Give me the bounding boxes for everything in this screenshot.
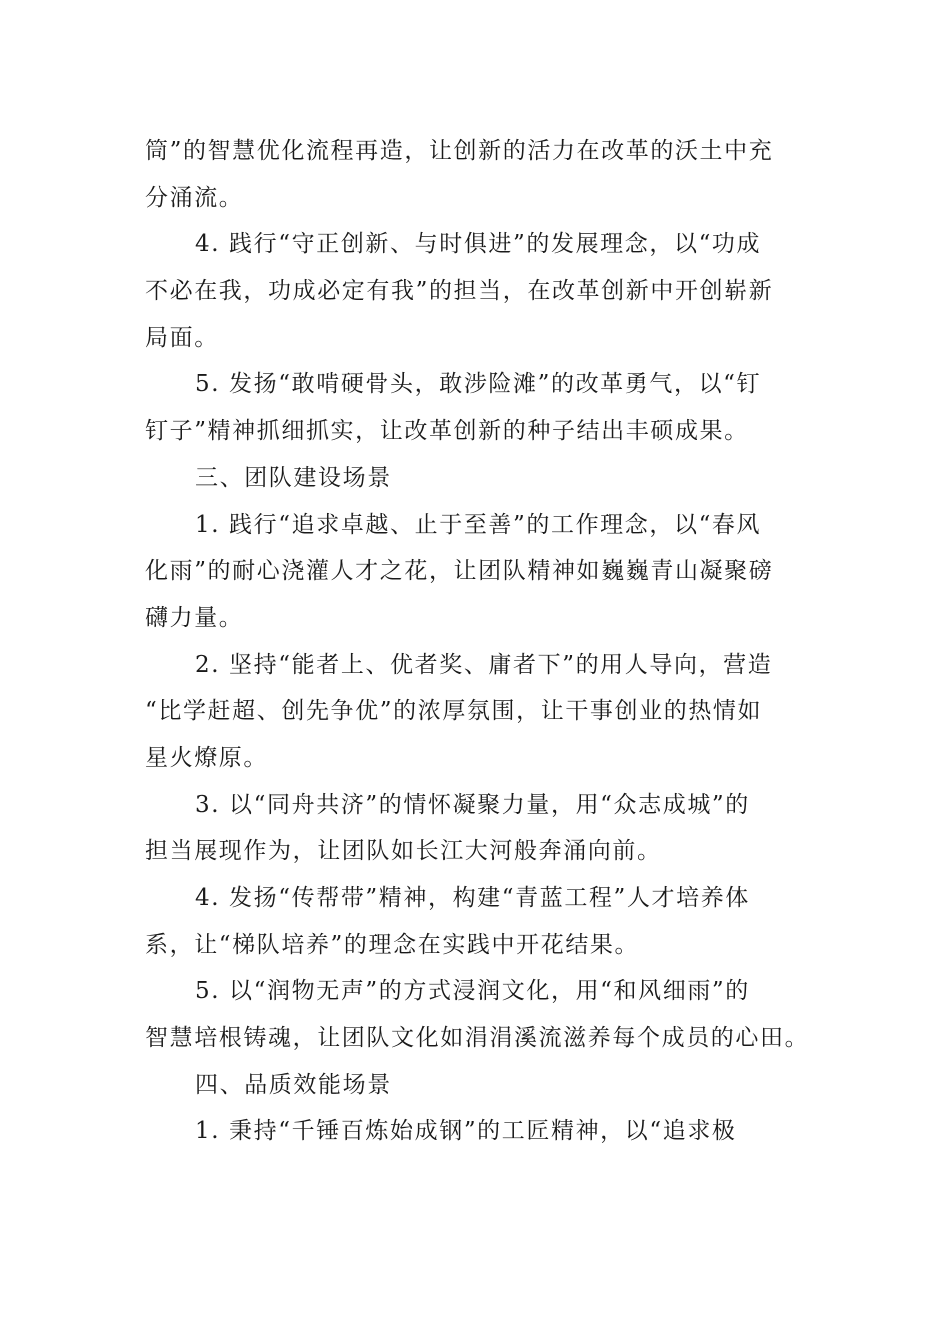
text-line: 礴力量。 <box>145 604 244 631</box>
text-line: 分涌流。 <box>145 184 244 211</box>
text-line: “比学赶超、创先争优”的浓厚氛围，让干事创业的热情如 <box>145 698 763 725</box>
list-item-start: 1. 践行“追求卓越、止于至善”的工作理念，以“春风 <box>195 511 762 538</box>
list-item-start: 5. 发扬“敢啃硬骨头，敢涉险滩”的改革勇气，以“钉 <box>195 371 762 398</box>
text-line: 担当展现作为，让团队如长江大河般奔涌向前。 <box>145 838 662 865</box>
text-line: 局面。 <box>145 324 219 351</box>
text-line: 钉子”精神抓细抓实，让改革创新的种子结出丰硕成果。 <box>145 418 749 445</box>
text-line: 智慧培根铸魂，让团队文化如涓涓溪流滋养每个成员的心田。 <box>145 1025 810 1052</box>
list-item-start: 2. 坚持“能者上、优者奖、庸者下”的用人导向，营造 <box>195 651 773 678</box>
list-item-start: 3. 以“同舟共济”的情怀凝聚力量，用“众志成城”的 <box>195 791 750 818</box>
text-line: 筒”的智慧优化流程再造，让创新的活力在改革的沃土中充 <box>145 138 774 164</box>
text-line: 系，让“梯队培养”的理念在实践中开花结果。 <box>145 931 640 958</box>
text-line: 化雨”的耐心浇灌人才之花，让团队精神如巍巍青山凝聚磅 <box>145 558 774 585</box>
section-heading: 三、团队建设场景 <box>195 464 392 491</box>
text-line: 星火燎原。 <box>145 744 268 771</box>
list-item-start: 5. 以“润物无声”的方式浸润文化，用“和风细雨”的 <box>195 978 750 1005</box>
section-heading: 四、品质效能场景 <box>195 1071 392 1098</box>
list-item-start: 1. 秉持“千锤百炼始成钢”的工匠精神，以“追求极 <box>195 1118 737 1145</box>
text-line: 不必在我，功成必定有我”的担当，在改革创新中开创崭新 <box>145 278 774 305</box>
list-item-start: 4. 践行“守正创新、与时俱进”的发展理念，以“功成 <box>195 231 762 258</box>
document-body <box>145 128 815 1155</box>
list-item-start: 4. 发扬“传帮带”精神，构建“青蓝工程”人才培养体 <box>195 885 750 911</box>
